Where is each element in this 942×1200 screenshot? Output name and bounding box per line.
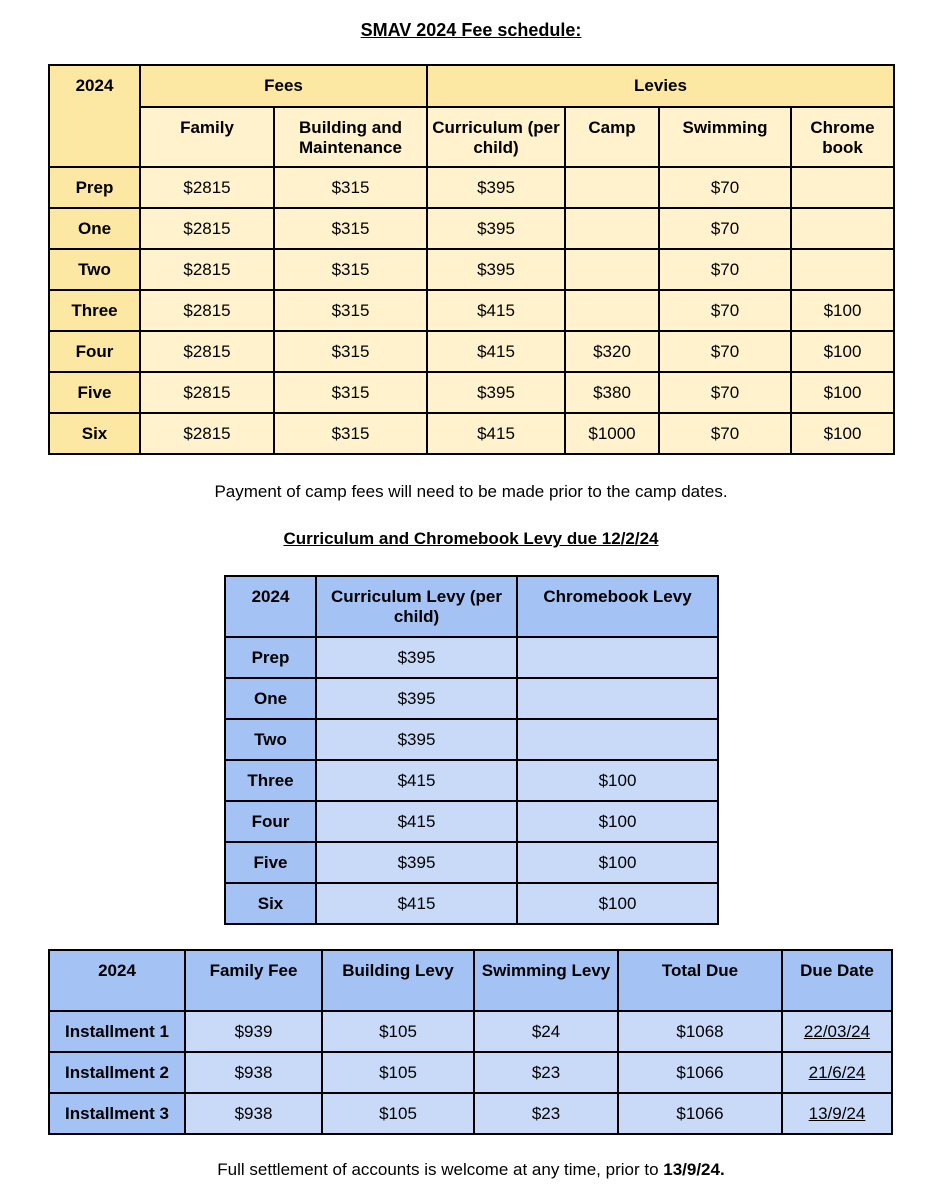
table-row — [225, 637, 718, 678]
settlement-note-date: 13/9/24. — [663, 1160, 725, 1179]
table-cell: 13/9/24 — [782, 1093, 892, 1134]
table-row — [49, 372, 894, 413]
table-cell: $939 — [185, 1011, 322, 1052]
column-header: Family Fee — [185, 950, 322, 1011]
table-cell: $100 — [791, 290, 894, 331]
table-cell: $315 — [274, 413, 427, 454]
table-cell — [565, 208, 659, 249]
row-label: Installment 2 — [49, 1052, 185, 1093]
table-cell: $1066 — [618, 1093, 782, 1134]
table-cell: $2815 — [140, 372, 274, 413]
row-label: Two — [225, 719, 316, 760]
table-cell — [517, 678, 718, 719]
table-cell: $70 — [659, 372, 791, 413]
row-label: Six — [225, 883, 316, 924]
column-header: 2024 — [49, 950, 185, 1011]
table-row — [49, 290, 894, 331]
row-label: Three — [49, 290, 140, 331]
table-row — [49, 167, 894, 208]
table-cell — [517, 719, 718, 760]
table-cell — [791, 167, 894, 208]
column-header: Building and Maintenance — [274, 107, 427, 167]
table-cell: $70 — [659, 167, 791, 208]
row-label: Prep — [49, 167, 140, 208]
table-cell: $380 — [565, 372, 659, 413]
table-row — [49, 1052, 892, 1093]
levy-heading: Curriculum and Chromebook Levy due 12/2/24 — [283, 529, 659, 548]
table-row — [49, 1011, 892, 1052]
table-cell — [791, 249, 894, 290]
table-cell: $1068 — [618, 1011, 782, 1052]
column-header: Curriculum Levy (per child) — [316, 576, 517, 637]
table-cell: $315 — [274, 331, 427, 372]
table-cell: $100 — [517, 842, 718, 883]
table-cell: $415 — [427, 331, 565, 372]
column-header: Swimming Levy — [474, 950, 618, 1011]
table-cell: $23 — [474, 1093, 618, 1134]
row-label: Five — [225, 842, 316, 883]
row-label: Installment 1 — [49, 1011, 185, 1052]
table-cell: $2815 — [140, 331, 274, 372]
table-cell: $2815 — [140, 413, 274, 454]
table-cell: $2815 — [140, 208, 274, 249]
table-cell: $315 — [274, 208, 427, 249]
table-cell: $100 — [517, 883, 718, 924]
table-cell: $395 — [427, 372, 565, 413]
settlement-note-text: Full settlement of accounts is welcome at any time, prior to — [217, 1160, 664, 1179]
table-cell: $70 — [659, 249, 791, 290]
row-label: Installment 3 — [49, 1093, 185, 1134]
table-cell: $105 — [322, 1011, 474, 1052]
table-cell: $70 — [659, 208, 791, 249]
table-cell: $105 — [322, 1052, 474, 1093]
table-cell: $100 — [517, 760, 718, 801]
table-cell: $2815 — [140, 290, 274, 331]
column-header: Total Due — [618, 950, 782, 1011]
table-cell: $1066 — [618, 1052, 782, 1093]
table-cell: $2815 — [140, 249, 274, 290]
table-cell: $315 — [274, 249, 427, 290]
table-row — [225, 883, 718, 924]
column-header: Building Levy — [322, 950, 474, 1011]
table-cell: $415 — [316, 760, 517, 801]
table-cell: 22/03/24 — [782, 1011, 892, 1052]
table-cell: $395 — [316, 719, 517, 760]
table-cell: 21/6/24 — [782, 1052, 892, 1093]
table-cell — [565, 290, 659, 331]
table-row — [225, 678, 718, 719]
table-cell: $315 — [274, 167, 427, 208]
table-cell: $395 — [316, 678, 517, 719]
table-cell: $70 — [659, 331, 791, 372]
table-cell: $315 — [274, 290, 427, 331]
table-cell: $2815 — [140, 167, 274, 208]
column-header: Swimming — [659, 107, 791, 167]
row-label: One — [225, 678, 316, 719]
table-cell: $105 — [322, 1093, 474, 1134]
table-cell: $100 — [791, 413, 894, 454]
table-row — [225, 842, 718, 883]
row-label: Prep — [225, 637, 316, 678]
table-cell: $100 — [791, 331, 894, 372]
row-label: Four — [225, 801, 316, 842]
table-cell: $395 — [316, 637, 517, 678]
table-cell — [517, 637, 718, 678]
row-label: Three — [225, 760, 316, 801]
table-cell: $395 — [316, 842, 517, 883]
column-header: Family — [140, 107, 274, 167]
table-row — [49, 331, 894, 372]
table-cell — [565, 167, 659, 208]
row-label: One — [49, 208, 140, 249]
table-cell: $395 — [427, 208, 565, 249]
row-label: Four — [49, 331, 140, 372]
table-row — [225, 801, 718, 842]
column-header: Curriculum (per child) — [427, 107, 565, 167]
table-cell — [791, 208, 894, 249]
fees-group-header: Fees — [140, 65, 427, 107]
column-header: Due Date — [782, 950, 892, 1011]
table-row — [49, 413, 894, 454]
column-header: 2024 — [225, 576, 316, 637]
row-label: Six — [49, 413, 140, 454]
table-row — [225, 760, 718, 801]
column-header: Chromebook Levy — [517, 576, 718, 637]
table-cell: $315 — [274, 372, 427, 413]
camp-fee-note: Payment of camp fees will need to be made prior to the camp dates. — [214, 482, 728, 501]
page-title: SMAV 2024 Fee schedule: — [360, 20, 582, 40]
table-cell: $395 — [427, 167, 565, 208]
table-cell: $100 — [517, 801, 718, 842]
table-cell: $100 — [791, 372, 894, 413]
table-cell — [565, 249, 659, 290]
table-cell: $415 — [427, 290, 565, 331]
table-cell: $24 — [474, 1011, 618, 1052]
table-row — [49, 1093, 892, 1134]
table-cell: $938 — [185, 1052, 322, 1093]
row-label: Five — [49, 372, 140, 413]
table-row — [225, 719, 718, 760]
table-cell: $70 — [659, 413, 791, 454]
table-cell: $415 — [427, 413, 565, 454]
row-label: Two — [49, 249, 140, 290]
fees-table-corner: 2024 — [49, 65, 140, 167]
table-cell: $1000 — [565, 413, 659, 454]
settlement-note — [0, 1160, 942, 1180]
levies-group-header: Levies — [427, 65, 894, 107]
column-header: Camp — [565, 107, 659, 167]
table-cell: $320 — [565, 331, 659, 372]
table-cell: $23 — [474, 1052, 618, 1093]
levy-table — [224, 575, 719, 925]
table-cell: $395 — [427, 249, 565, 290]
fees-levies-table — [48, 64, 895, 455]
installment-table — [48, 949, 893, 1135]
table-cell: $415 — [316, 883, 517, 924]
table-row — [49, 249, 894, 290]
table-cell: $415 — [316, 801, 517, 842]
column-header: Chrome book — [791, 107, 894, 167]
table-cell: $70 — [659, 290, 791, 331]
table-row — [49, 208, 894, 249]
table-cell: $938 — [185, 1093, 322, 1134]
